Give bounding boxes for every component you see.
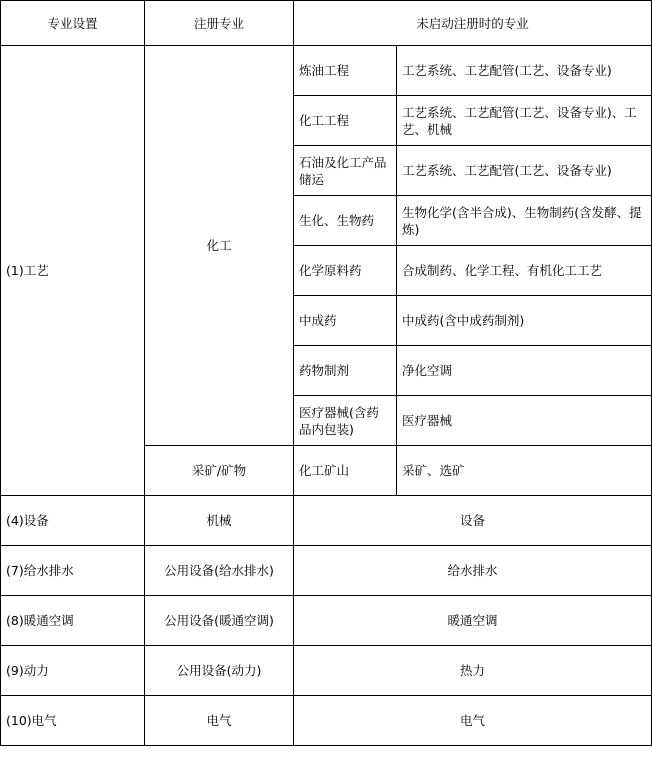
unstarted-detail: 中成药(含中成药制剂) bbox=[397, 296, 652, 346]
specialty-setting: (7)给水排水 bbox=[1, 546, 145, 596]
unstarted-specialty: 电气 bbox=[294, 696, 652, 746]
setting-craft: (1)工艺 bbox=[1, 46, 145, 496]
unstarted-detail: 工艺系统、工艺配管(工艺、设备专业) bbox=[397, 46, 652, 96]
sub-specialty: 医疗器械(含药品内包装) bbox=[294, 396, 397, 446]
table-row bbox=[1, 496, 652, 546]
unstarted-specialty: 暖通空调 bbox=[294, 596, 652, 646]
specialty-setting: (4)设备 bbox=[1, 496, 145, 546]
sub-specialty: 生化、生物药 bbox=[294, 196, 397, 246]
specialty-setting: (9)动力 bbox=[1, 646, 145, 696]
sub-specialty: 化学原料药 bbox=[294, 246, 397, 296]
registered-specialty: 机械 bbox=[145, 496, 294, 546]
unstarted-detail: 采矿、选矿 bbox=[397, 446, 652, 496]
unstarted-detail: 生物化学(含半合成)、生物制药(含发酵、提炼) bbox=[397, 196, 652, 246]
sub-specialty: 中成药 bbox=[294, 296, 397, 346]
registered-mining: 采矿/矿物 bbox=[145, 446, 294, 496]
unstarted-detail: 净化空调 bbox=[397, 346, 652, 396]
unstarted-detail: 工艺系统、工艺配管(工艺、设备专业)、工艺、机械 bbox=[397, 96, 652, 146]
specialty-setting: (10)电气 bbox=[1, 696, 145, 746]
unstarted-specialty: 设备 bbox=[294, 496, 652, 546]
table-row bbox=[1, 646, 652, 696]
header-unstarted-specialty: 未启动注册时的专业 bbox=[294, 1, 652, 46]
table-row bbox=[1, 596, 652, 646]
table-row bbox=[1, 696, 652, 746]
registered-chem: 化工 bbox=[145, 46, 294, 446]
table-row bbox=[1, 46, 652, 96]
sub-specialty: 化工工程 bbox=[294, 96, 397, 146]
unstarted-specialty: 给水排水 bbox=[294, 546, 652, 596]
registered-specialty: 公用设备(给水排水) bbox=[145, 546, 294, 596]
registered-specialty: 公用设备(动力) bbox=[145, 646, 294, 696]
unstarted-detail: 合成制药、化学工程、有机化工工艺 bbox=[397, 246, 652, 296]
table-row bbox=[1, 546, 652, 596]
header-row bbox=[1, 1, 652, 46]
unstarted-specialty: 热力 bbox=[294, 646, 652, 696]
header-specialty-setting: 专业设置 bbox=[1, 1, 145, 46]
registered-specialty: 电气 bbox=[145, 696, 294, 746]
unstarted-detail: 医疗器械 bbox=[397, 396, 652, 446]
sub-specialty: 药物制剂 bbox=[294, 346, 397, 396]
header-registered-specialty: 注册专业 bbox=[145, 1, 294, 46]
sub-specialty: 石油及化工产品储运 bbox=[294, 146, 397, 196]
unstarted-detail: 工艺系统、工艺配管(工艺、设备专业) bbox=[397, 146, 652, 196]
sub-specialty: 炼油工程 bbox=[294, 46, 397, 96]
sub-specialty: 化工矿山 bbox=[294, 446, 397, 496]
specialty-setting: (8)暖通空调 bbox=[1, 596, 145, 646]
registered-specialty: 公用设备(暖通空调) bbox=[145, 596, 294, 646]
